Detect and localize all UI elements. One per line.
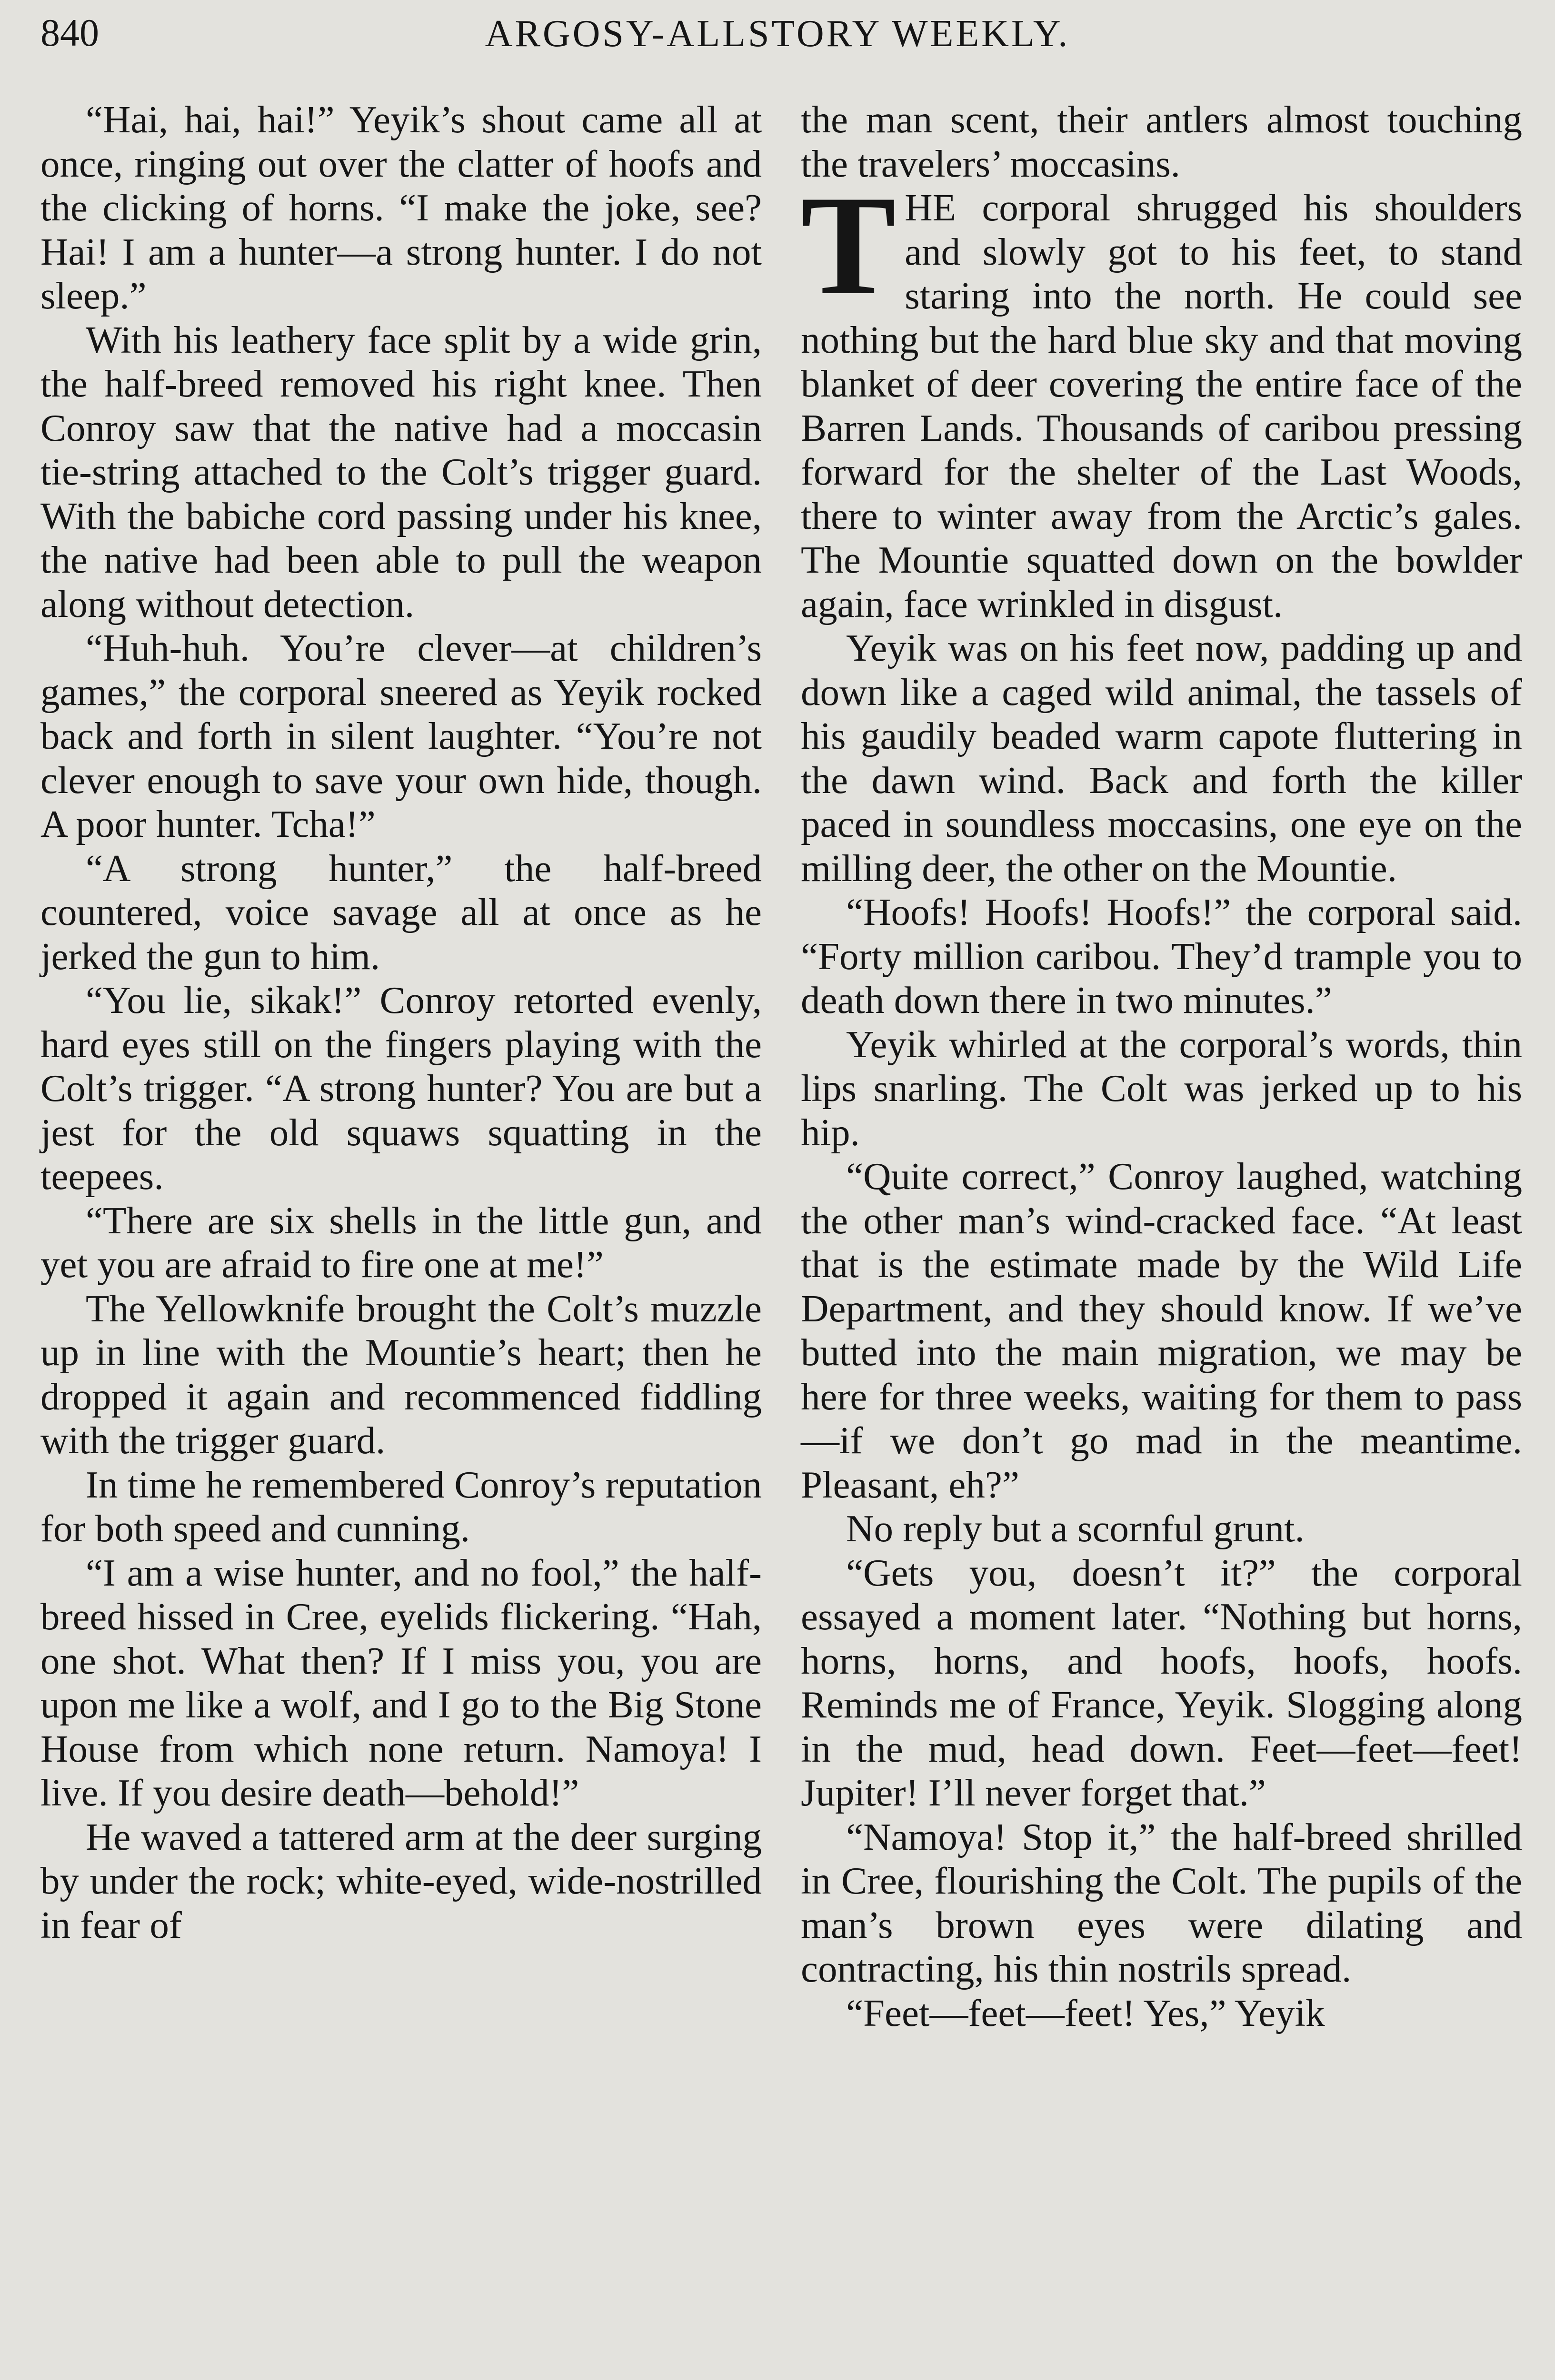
- running-title: ARGOSY-ALLSTORY WEEKLY.: [485, 13, 1070, 55]
- paragraph: Yeyik whirled at the corporal’s words, thin lips snarling. The Colt was jerked up to his hip.: [801, 1022, 1522, 1154]
- left-column: [40, 98, 762, 1947]
- paragraph: The Yellowknife brought the Colt’s muzzle up in line with the Mountie’s heart; then he dropped it again and recommenced fiddling with the trigger guard.: [40, 1287, 762, 1462]
- paragraph: “Hai, hai, hai!” Yeyik’s shout came all at once, ringing out over the clatter of hoofs and the clicking of horns. “I make the joke, see? Hai! I am a hunter—a strong hunter. I do not sleep.”: [40, 98, 762, 317]
- section-opening-paragraph: [801, 166, 1522, 626]
- page-number: 840: [40, 11, 99, 54]
- paragraph: “Huh-huh. You’re clever—at children’s games,” the corporal sneered as Yeyik rocked back and forth in silent laughter. “You’re not clever enough to save your own hide, though. A poor hunter. Tcha!”: [40, 626, 762, 845]
- paragraph: Yeyik was on his feet now, padding up and down like a caged wild animal, the tassels of his gaudily beaded warm capote fluttering in the dawn wind. Back and forth the killer paced in soundless moccasins, one eye on the milling deer, the other on the Mountie.: [801, 626, 1522, 890]
- drop-cap: T: [801, 166, 897, 324]
- right-column: [801, 98, 1522, 2035]
- paragraph: He waved a tattered arm at the deer surging by under the rock; white-eyed, wide-nostrilled in fear of: [40, 1815, 762, 1946]
- paragraph: “You lie, sikak!” Conroy retorted evenly, hard eyes still on the fingers playing with the Colt’s trigger. “A strong hunter? You are but a jest for the old squaws squatting in the teepees.: [40, 979, 762, 1198]
- continued-paragraph: the man scent, their antlers almost touching the travelers’ moccasins.: [801, 98, 1522, 185]
- paragraph: “Quite correct,” Conroy laughed, watching the other man’s wind-cracked face. “At least that is the estimate made by the Wild Life Department, and they should know. If we’ve butted into the main migration, we may be here for three weeks, waiting for them to pass—if we don’t go mad in the meantime. Pleasant, eh?”: [801, 1155, 1522, 1506]
- paragraph: With his leathery face split by a wide grin, the half-breed removed his right knee. Then Conroy saw that the native had a moccasin tie-string attached to the Colt’s trigger guard. With the babiche cord passing under his knee, the native had been able to pull the weapon along without detection.: [40, 318, 762, 625]
- paragraph: “Feet—feet—feet! Yes,” Yeyik: [846, 1991, 1325, 2034]
- paragraph: In time he remembered Conroy’s reputation for both speed and cunning.: [40, 1463, 762, 1550]
- paragraph: No reply but a scornful grunt.: [846, 1507, 1305, 1550]
- paragraph: “Namoya! Stop it,” the half-breed shrilled in Cree, flourishing the Colt. The pupils of the man’s brown eyes were dilating and contracting, his thin nostrils spread.: [801, 1815, 1522, 1990]
- section-opening-text: HE corporal shrugged his shoulders and slowly got to his feet, to stand staring into the north. He could see nothing but the hard blue sky and that moving blanket of deer covering the entire face of the Barren Lands. Thousands of caribou pressing forward for the shelter of the Last Woods, there to winter away from the Arctic’s gales. The Mountie squatted down on the bowlder again, face wrinkled in disgust.: [801, 186, 1522, 625]
- paragraph: “I am a wise hunter, and no fool,” the half-breed hissed in Cree, eyelids flickering. “Hah, one shot. What then? If I miss you, you are upon me like a wolf, and I go to the Big Stone House from which none return. Namoya! I live. If you desire death—behold!”: [40, 1551, 762, 1814]
- paragraph: “A strong hunter,” the half-breed countered, voice savage all at once as he jerked the gun to him.: [40, 846, 762, 978]
- page-header: [40, 10, 1515, 63]
- paragraph: “Gets you, doesn’t it?” the corporal essayed a moment later. “Nothing but horns, horns, horns, and hoofs, hoofs, hoofs. Reminds me of France, Yeyik. Slogging along in the mud, head down. Feet—feet—feet! Jupiter! I’ll never forget that.”: [801, 1551, 1522, 1814]
- paragraph: “Hoofs! Hoofs! Hoofs!” the corporal said. “Forty million caribou. They’d trample you to death down there in two minutes.”: [801, 891, 1522, 1021]
- paragraph: “There are six shells in the little gun, and yet you are afraid to fire one at me!”: [40, 1199, 762, 1286]
